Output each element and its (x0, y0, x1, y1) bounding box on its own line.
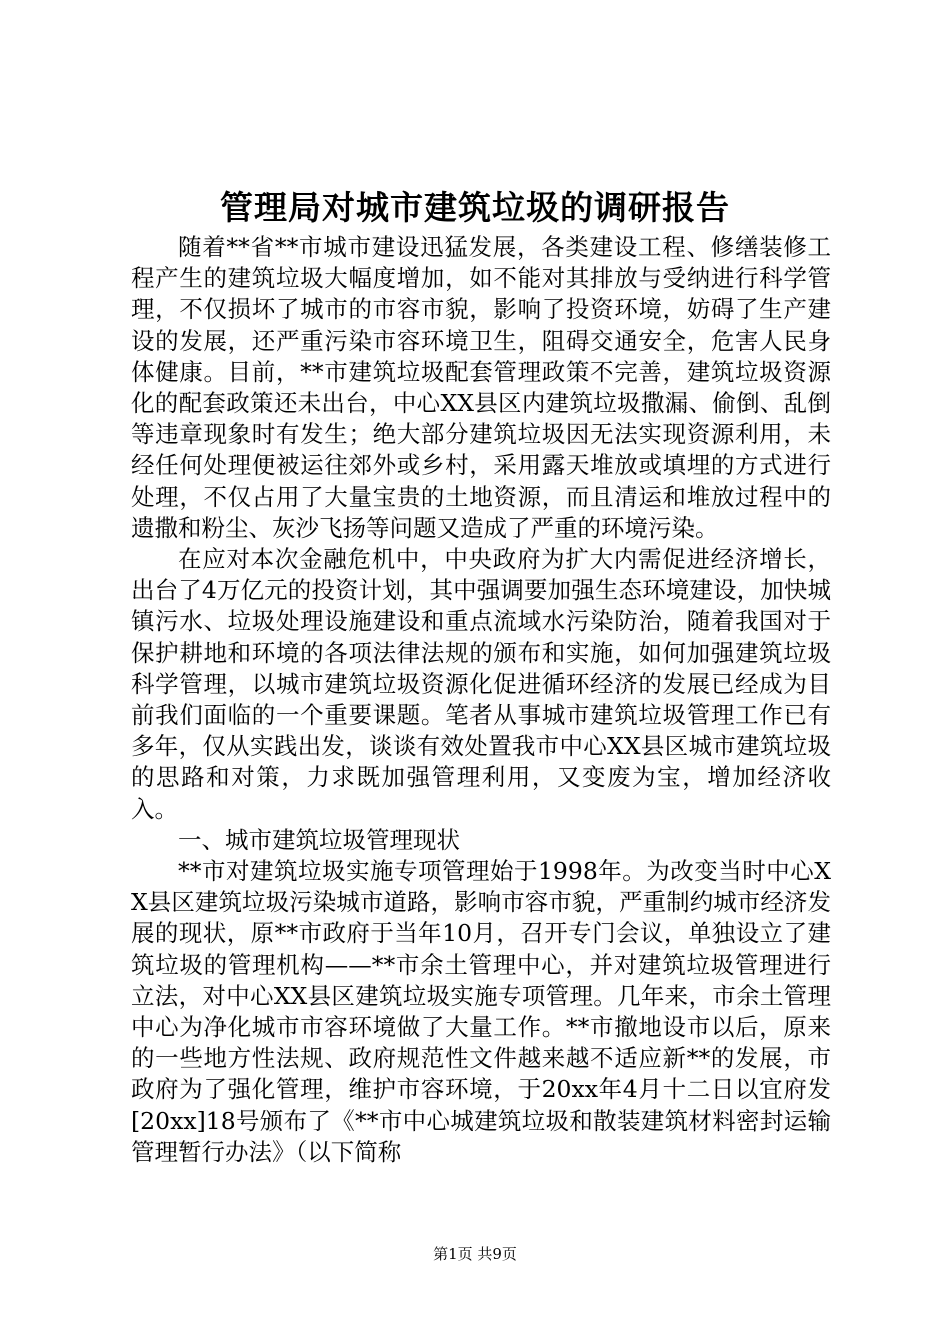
paragraph-1: 随着**省**市城市建设迅猛发展，各类建设工程、修缮装修工程产生的建筑垃圾大幅度增加，如不能对其排放与受纳进行科学管理，不仅损坏了城市的市容市貌，影响了投资环境，妨碍了生产建设的发展，还严重污染市容环境卫生，阻碍交通安全，危害人民身体健康。目前，**市建筑垃圾配套管理政策不完善，建筑垃圾资源化的配套政策还未出台，中心XX县区内建筑垃圾撒漏、偷倒、乱倒等违章现象时有发生；绝大部分建筑垃圾因无法实现资源利用，未经任何处理便被运往郊外或乡村，采用露天堆放或填埋的方式进行处理，不仅占用了大量宝贵的土地资源，而且清运和堆放过程中的遗撒和粉尘、灰沙飞扬等问题又造成了严重的环境污染。 (131, 233, 831, 542)
document-body (131, 232, 831, 1168)
section-heading-1: 一、城市建筑垃圾管理现状 (178, 825, 460, 854)
paragraph-3: **市对建筑垃圾实施专项管理始于1998年。为改变当时中心XX县区建筑垃圾污染城市道路，影响市容市貌，严重制约城市经济发展的现状，原**市政府于当年10月，召开专门会议，单独设立了建筑垃圾的管理机构——**市余土管理中心，并对建筑垃圾管理进行立法，对中心XX县区建筑垃圾实施专项管理。几年来，市余土管理中心为净化城市市容环境做了大量工作。**市撤地设市以后，原来的一些地方性法规、政府规范性文件越来越不适应新**的发展，市政府为了强化管理，维护市容环境，于20xx年4月十二日以宜府发[20xx]18号颁布了《**市中心城建筑垃圾和散装建筑材料密封运输管理暂行办法》（以下简称 (131, 857, 831, 1166)
page-number-footer: 第1页 共9页 (433, 1245, 517, 1263)
document-title: 管理局对城市建筑垃圾的调研报告 (220, 188, 730, 227)
paragraph-2: 在应对本次金融危机中，中央政府为扩大内需促进经济增长，出台了4万亿元的投资计划，其中强调要加强生态环境建设，加快城镇污水、垃圾处理设施建设和重点流域水污染防治，随着我国对于保护耕地和环境的各项法律法规的颁布和实施，如何加强建筑垃圾科学管理，以城市建筑垃圾资源化促进循环经济的发展已经成为目前我们面临的一个重要课题。笔者从事城市建筑垃圾管理工作已有多年，仅从实践出发，谈谈有效处置我市中心XX县区城市建筑垃圾的思路和对策，力求既加强管理利用，又变废为宝，增加经济收入。 (131, 545, 831, 823)
